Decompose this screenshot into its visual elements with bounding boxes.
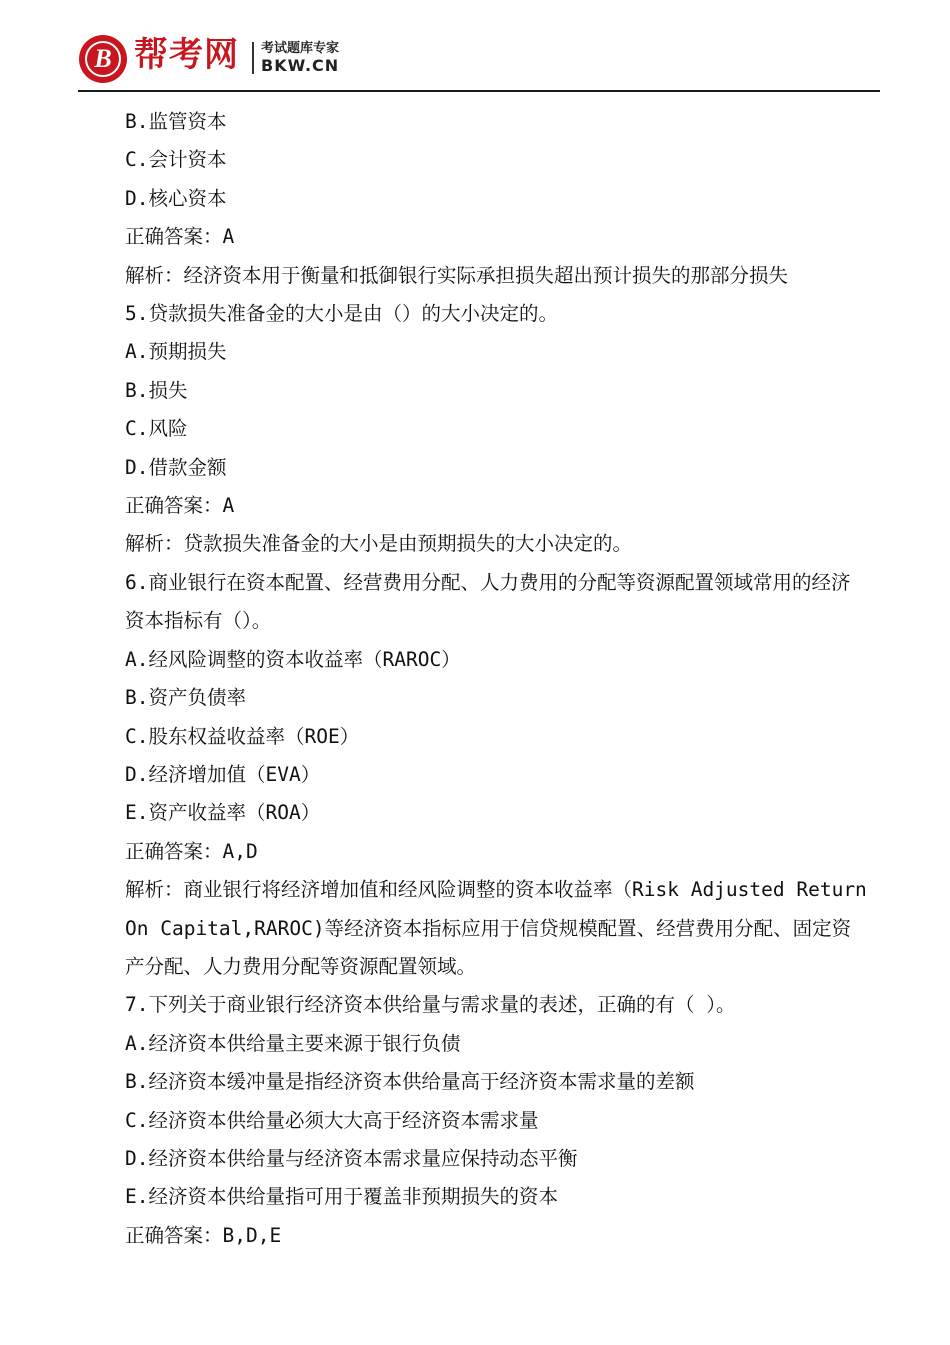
option-d: D.借款金额	[125, 455, 227, 479]
explanation: 解析：经济资本用于衡量和抵御银行实际承担损失超出预计损失的那部分损失	[125, 263, 789, 287]
document-body	[125, 103, 879, 1255]
option-c: C.会计资本	[125, 148, 227, 172]
correct-answer: 正确答案：A	[125, 225, 235, 249]
question-5: 5.贷款损失准备金的大小是由（）的大小决定的。	[125, 302, 558, 326]
correct-answer: 正确答案：A,D	[125, 839, 258, 863]
option-e: E.资产收益率（ROA）	[125, 801, 321, 825]
option-c: C.经济资本供给量必须大大高于经济资本需求量	[125, 1108, 539, 1132]
option-a: A.预期损失	[125, 340, 227, 364]
explanation: 解析：商业银行将经济增加值和经风险调整的资本收益率（Risk Adjusted Return On Capital,RAROC)等经济资本指标应用于信贷规模配置、经营费用分配、固定资产分配、人力费用分配等资源配置领域。	[125, 878, 879, 978]
option-b: B.经济资本缓冲量是指经济资本供给量高于经济资本需求量的差额	[125, 1070, 695, 1094]
logo-letter: B	[94, 44, 112, 73]
option-a: A.经风险调整的资本收益率（RAROC）	[125, 647, 461, 671]
option-d: D.经济资本供给量与经济资本需求量应保持动态平衡	[125, 1146, 578, 1170]
option-b: B.损失	[125, 378, 188, 402]
logo-text: 帮考网	[134, 35, 239, 75]
option-d: D.经济增加值（EVA）	[125, 762, 321, 786]
correct-answer: 正确答案：A	[125, 494, 235, 518]
question-7: 7.下列关于商业银行经济资本供给量与需求量的表述，正确的有（ ）。	[125, 993, 736, 1017]
page-header	[78, 30, 880, 92]
logo-icon	[78, 34, 128, 84]
logo-domain: BKW.CN	[261, 56, 340, 75]
option-a: A.经济资本供给量主要来源于银行负债	[125, 1031, 461, 1055]
option-c: C.股东权益收益率（ROE）	[125, 724, 360, 748]
option-e: E.经济资本供给量指可用于覆盖非预期损失的资本	[125, 1185, 558, 1209]
correct-answer: 正确答案：B,D,E	[125, 1223, 282, 1247]
logo-divider	[252, 42, 254, 74]
option-b: B.监管资本	[125, 110, 227, 133]
option-c: C.风险	[125, 417, 188, 441]
header-rule	[78, 90, 880, 92]
logo-slogan: 考试题库专家	[261, 41, 340, 56]
explanation: 解析：贷款损失准备金的大小是由预期损失的大小决定的。	[125, 532, 633, 556]
option-b: B.资产负债率	[125, 686, 246, 710]
option-d: D.核心资本	[125, 186, 227, 210]
question-6: 6.商业银行在资本配置、经营费用分配、人力费用的分配等资源配置领域常用的经济资本指标有（）。	[125, 570, 851, 633]
